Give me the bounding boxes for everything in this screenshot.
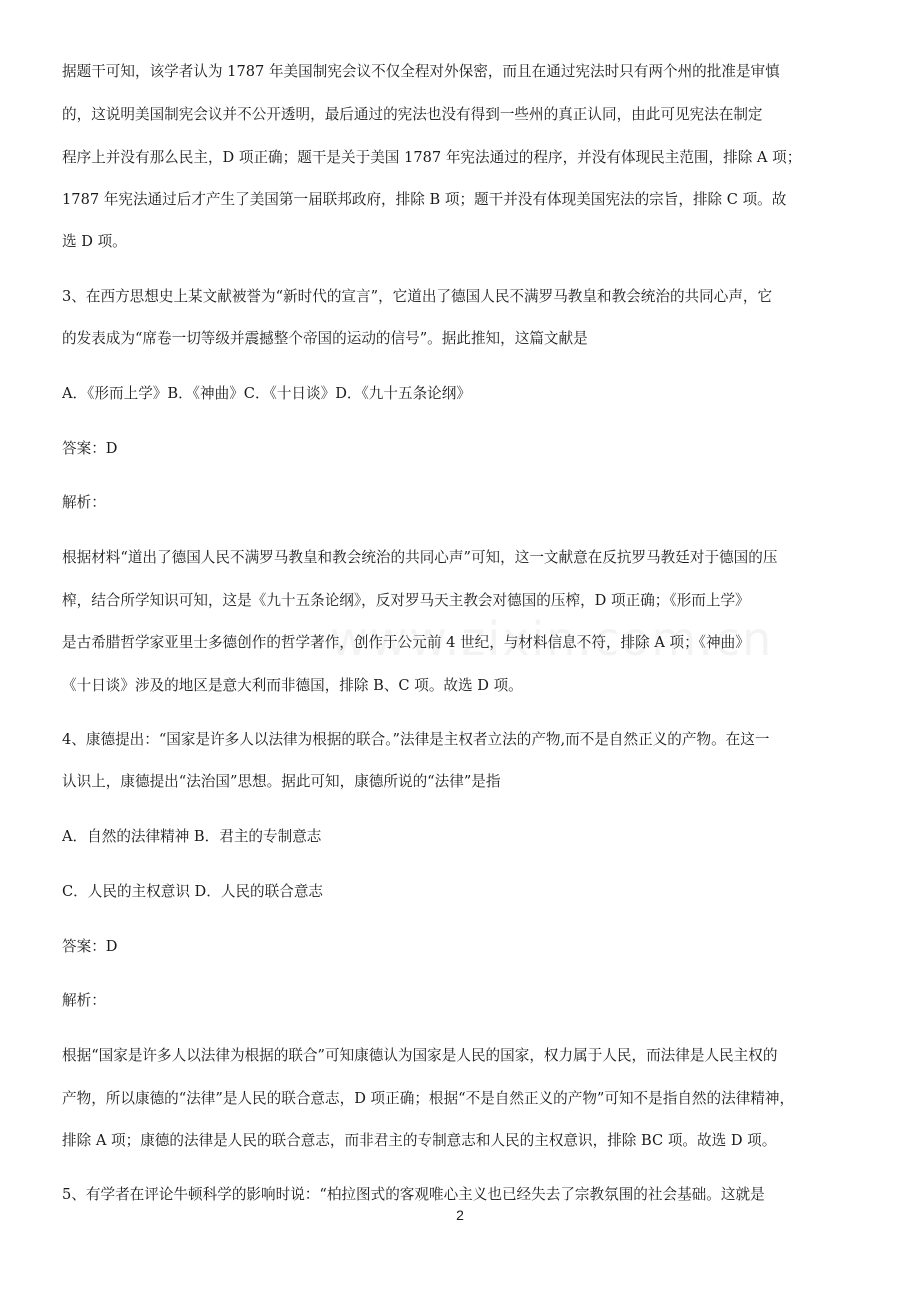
text-line: 1787 年宪法通过后才产生了美国第一届联邦政府，排除 B 项；题干并没有体现美国宪法的宗旨，排除 C 项。故	[62, 191, 787, 208]
question-3-analysis-heading: 解析：	[62, 494, 106, 511]
text-line: 据题干可知，该学者认为 1787 年美国制宪会议不仅全程对外保密，而且在通过宪法时只有两个州的批准是审慎	[62, 63, 780, 80]
text-line: 排除 A 项；康德的法律是人民的联合意志，而非君主的专制意志和人民的主权意识，排除 BC 项。故选 D 项。	[62, 1132, 777, 1149]
question-5-stem: 5、有学者在评论牛顿科学的影响时说：“柏拉图式的客观唯心主义也已经失去了宗教氛围的社会基础。这就是	[62, 1186, 765, 1203]
text-line: 产物，所以康德的“法律”是人民的联合意志，D 项正确；根据“不是自然正义的产物”可知不是指自然的法律精神，	[62, 1090, 795, 1107]
text-line: 根据材料“道出了德国人民不满罗马教皇和教会统治的共同心声”可知，这一文献意在反抗罗马教廷对于德国的压	[62, 549, 778, 566]
question-4-stem: 认识上，康德提出“法治国”思想。据此可知，康德所说的“法律”是指	[62, 773, 501, 790]
text-line: 《十日谈》涉及的地区是意大利而非德国，排除 B、C 项。故选 D 项。	[62, 677, 523, 694]
text-line: 榨，结合所学知识可知，这是《九十五条论纲》，反对罗马天主教会对德国的压榨，D 项正确；《形而上学》	[62, 592, 750, 609]
question-3-stem: 的发表成为“席卷一切等级并震撼整个帝国的运动的信号”。据此推知，这篇文献是	[62, 330, 588, 347]
question-3-stem: 3、在西方思想史上某文献被誉为“新时代的宣言”，它道出了德国人民不满罗马教皇和教会统治的共同心声，它	[62, 288, 773, 305]
text-line: 程序上并没有那么民主，D 项正确；题干是关于美国 1787 年宪法通过的程序，并没有体现民主范围，排除 A 项；	[62, 149, 802, 166]
question-4-analysis-heading: 解析：	[62, 992, 106, 1009]
watermark	[330, 612, 773, 666]
text-line: 的，这说明美国制宪会议并不公开透明，最后通过的宪法也没有得到一些州的真正认同，由此可见宪法在制定	[62, 106, 763, 123]
page-number: 2	[456, 1207, 464, 1223]
question-4-options: A．自然的法律精神 B．君主的专制意志	[62, 828, 322, 845]
text-line: 是古希腊哲学家亚里士多德创作的哲学著作，创作于公元前 4 世纪，与材料信息不符，排除 A 项；《神曲》	[62, 634, 750, 651]
question-4-stem: 4、康德提出：“国家是许多人以法律为根据的联合。”法律是主权者立法的产物,而不是自然正义的产物。在这一	[62, 731, 770, 748]
question-3-options: A．《形而上学》B．《神曲》C．《十日谈》D．《九十五条论纲》	[62, 385, 471, 402]
question-4-answer: 答案：D	[62, 938, 118, 955]
text-line: 根据“国家是许多人以法律为根据的联合”可知康德认为国家是人民的国家，权力属于人民，而法律是人民主权的	[62, 1047, 778, 1064]
text-line: 选 D 项。	[62, 233, 127, 250]
question-3-answer: 答案：D	[62, 440, 118, 457]
question-4-options: C．人民的主权意识 D．人民的联合意志	[62, 883, 324, 900]
